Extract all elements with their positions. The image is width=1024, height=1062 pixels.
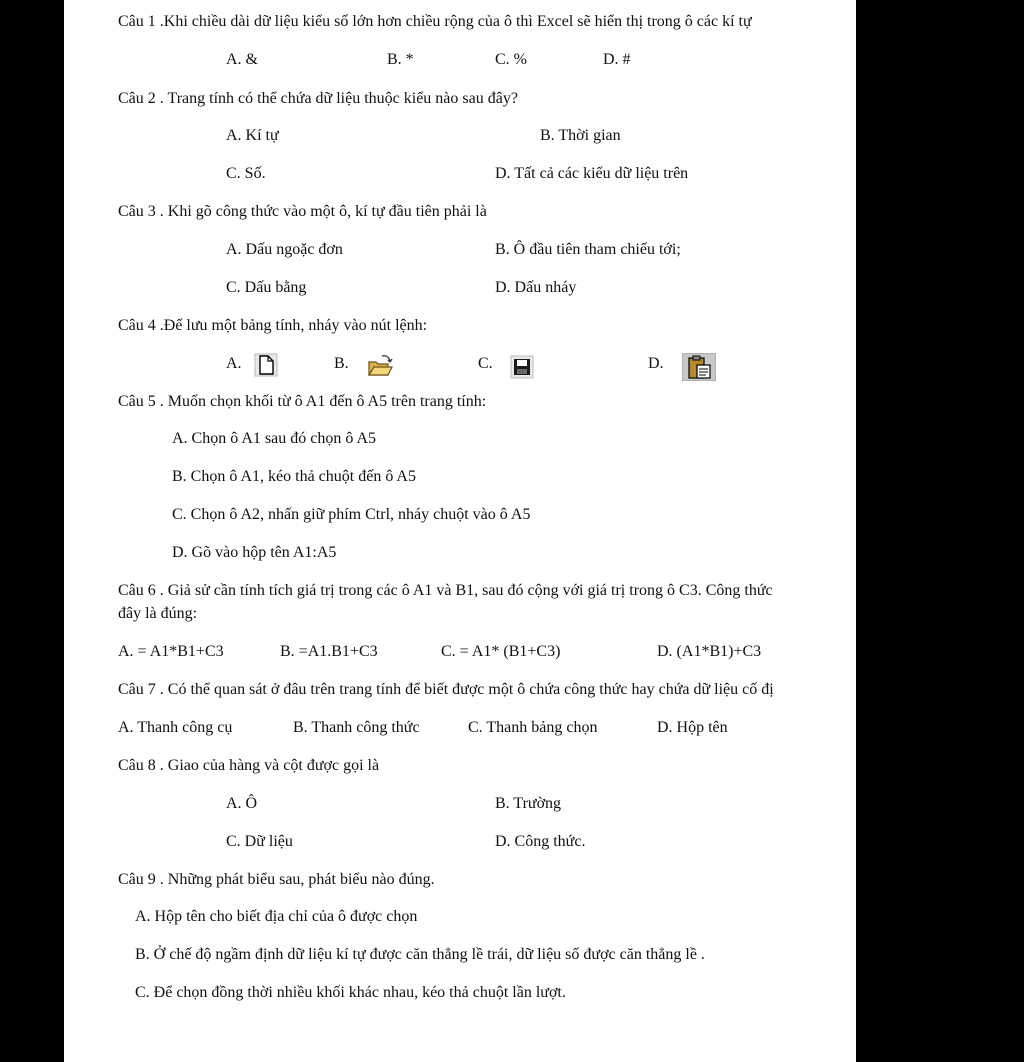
q6-option-b: B. =A1.B1+C3	[280, 643, 378, 660]
q5-option-c: C. Chọn ô A2, nhấn giữ phím Ctrl, nháy chuột vào ô A5	[172, 506, 531, 523]
q4-option-b: B.	[334, 355, 349, 372]
q4-option-d: D.	[648, 355, 664, 372]
q9-option-b: B. Ở chế độ ngầm định dữ liệu kí tự được căn thẳng lề trái, dữ liệu số được căn thẳng lề .	[135, 946, 705, 963]
open-folder-icon	[366, 353, 394, 384]
q3-option-a: A. Dấu ngoặc đơn	[226, 241, 343, 258]
q2-stem: Câu 2 . Trang tính có thể chứa dữ liệu thuộc kiểu nào sau đây?	[118, 90, 518, 107]
q2-option-d: D. Tất cả các kiểu dữ liệu trên	[495, 165, 689, 182]
q7-option-a: A. Thanh công cụ	[118, 719, 233, 736]
q9-option-a: A. Hộp tên cho biết địa chỉ của ô được chọn	[135, 908, 418, 925]
q5-stem: Câu 5 . Muốn chọn khối từ ô A1 đến ô A5 trên trang tính:	[118, 393, 487, 410]
q1-option-b: B. *	[387, 51, 414, 68]
q1-option-c: C. %	[495, 51, 527, 68]
q8-option-c: C. Dữ liệu	[226, 833, 293, 850]
q6-stem: Câu 6 . Giả sử cần tính tích giá trị trong các ô A1 và B1, sau đó cộng với giá trị trong ô C3. Công thức	[118, 582, 773, 599]
q5-option-d: D. Gõ vào hộp tên A1:A5	[172, 544, 337, 561]
new-document-icon	[254, 353, 278, 382]
q7-option-b: B. Thanh công thức	[293, 719, 420, 736]
q1-option-d: D. #	[603, 51, 631, 68]
q8-stem: Câu 8 . Giao của hàng và cột được gọi là	[118, 757, 380, 774]
q2-option-c: C. Số.	[226, 165, 266, 182]
q3-stem: Câu 3 . Khi gõ công thức vào một ô, kí tự đầu tiên phải là	[118, 203, 487, 220]
q9-option-c: C. Để chọn đồng thời nhiều khối khác nhau, kéo thả chuột lần lượt.	[135, 984, 566, 1001]
q6-option-a: A. = A1*B1+C3	[118, 643, 224, 660]
q1-stem: Câu 1 .Khi chiều dài dữ liệu kiểu số lớn hơn chiều rộng của ô thì Excel sẽ hiển thị trong ô các kí tự	[118, 13, 752, 30]
q4-option-c: C.	[478, 355, 493, 372]
q4-stem: Câu 4 .Để lưu một bảng tính, nháy vào nút lệnh:	[118, 317, 428, 334]
save-floppy-icon	[510, 355, 534, 384]
q6-option-d: D. (A1*B1)+C3	[657, 643, 762, 660]
q4-option-a: A.	[226, 355, 242, 372]
q8-option-a: A. Ô	[226, 795, 258, 812]
q6-option-c: C. = A1* (B1+C3)	[441, 643, 561, 660]
q2-option-b: B. Thời gian	[540, 127, 621, 144]
q8-option-d: D. Công thức.	[495, 833, 586, 850]
q7-option-d: D. Hộp tên	[657, 719, 728, 736]
q3-option-b: B. Ô đầu tiên tham chiếu tới;	[495, 241, 681, 258]
q2-option-a: A. Kí tự	[226, 127, 279, 144]
paste-clipboard-icon	[682, 353, 716, 386]
q7-option-c: C. Thanh bảng chọn	[468, 719, 598, 736]
q9-stem: Câu 9 . Những phát biểu sau, phát biểu nào đúng.	[118, 871, 435, 888]
q5-option-a: A. Chọn ô A1 sau đó chọn ô A5	[172, 430, 376, 447]
document-page	[64, 0, 856, 1062]
q6-stem-continued: đây là đúng:	[118, 605, 198, 622]
q3-option-d: D. Dấu nháy	[495, 279, 577, 296]
q3-option-c: C. Dấu bằng	[226, 279, 307, 296]
q1-option-a: A. &	[226, 51, 258, 68]
q7-stem: Câu 7 . Có thể quan sát ở đâu trên trang tính để biết được một ô chứa công thức hay chứa dữ liệu cố đị	[118, 681, 774, 698]
q5-option-b: B. Chọn ô A1, kéo thả chuột đến ô A5	[172, 468, 416, 485]
q8-option-b: B. Trường	[495, 795, 562, 812]
